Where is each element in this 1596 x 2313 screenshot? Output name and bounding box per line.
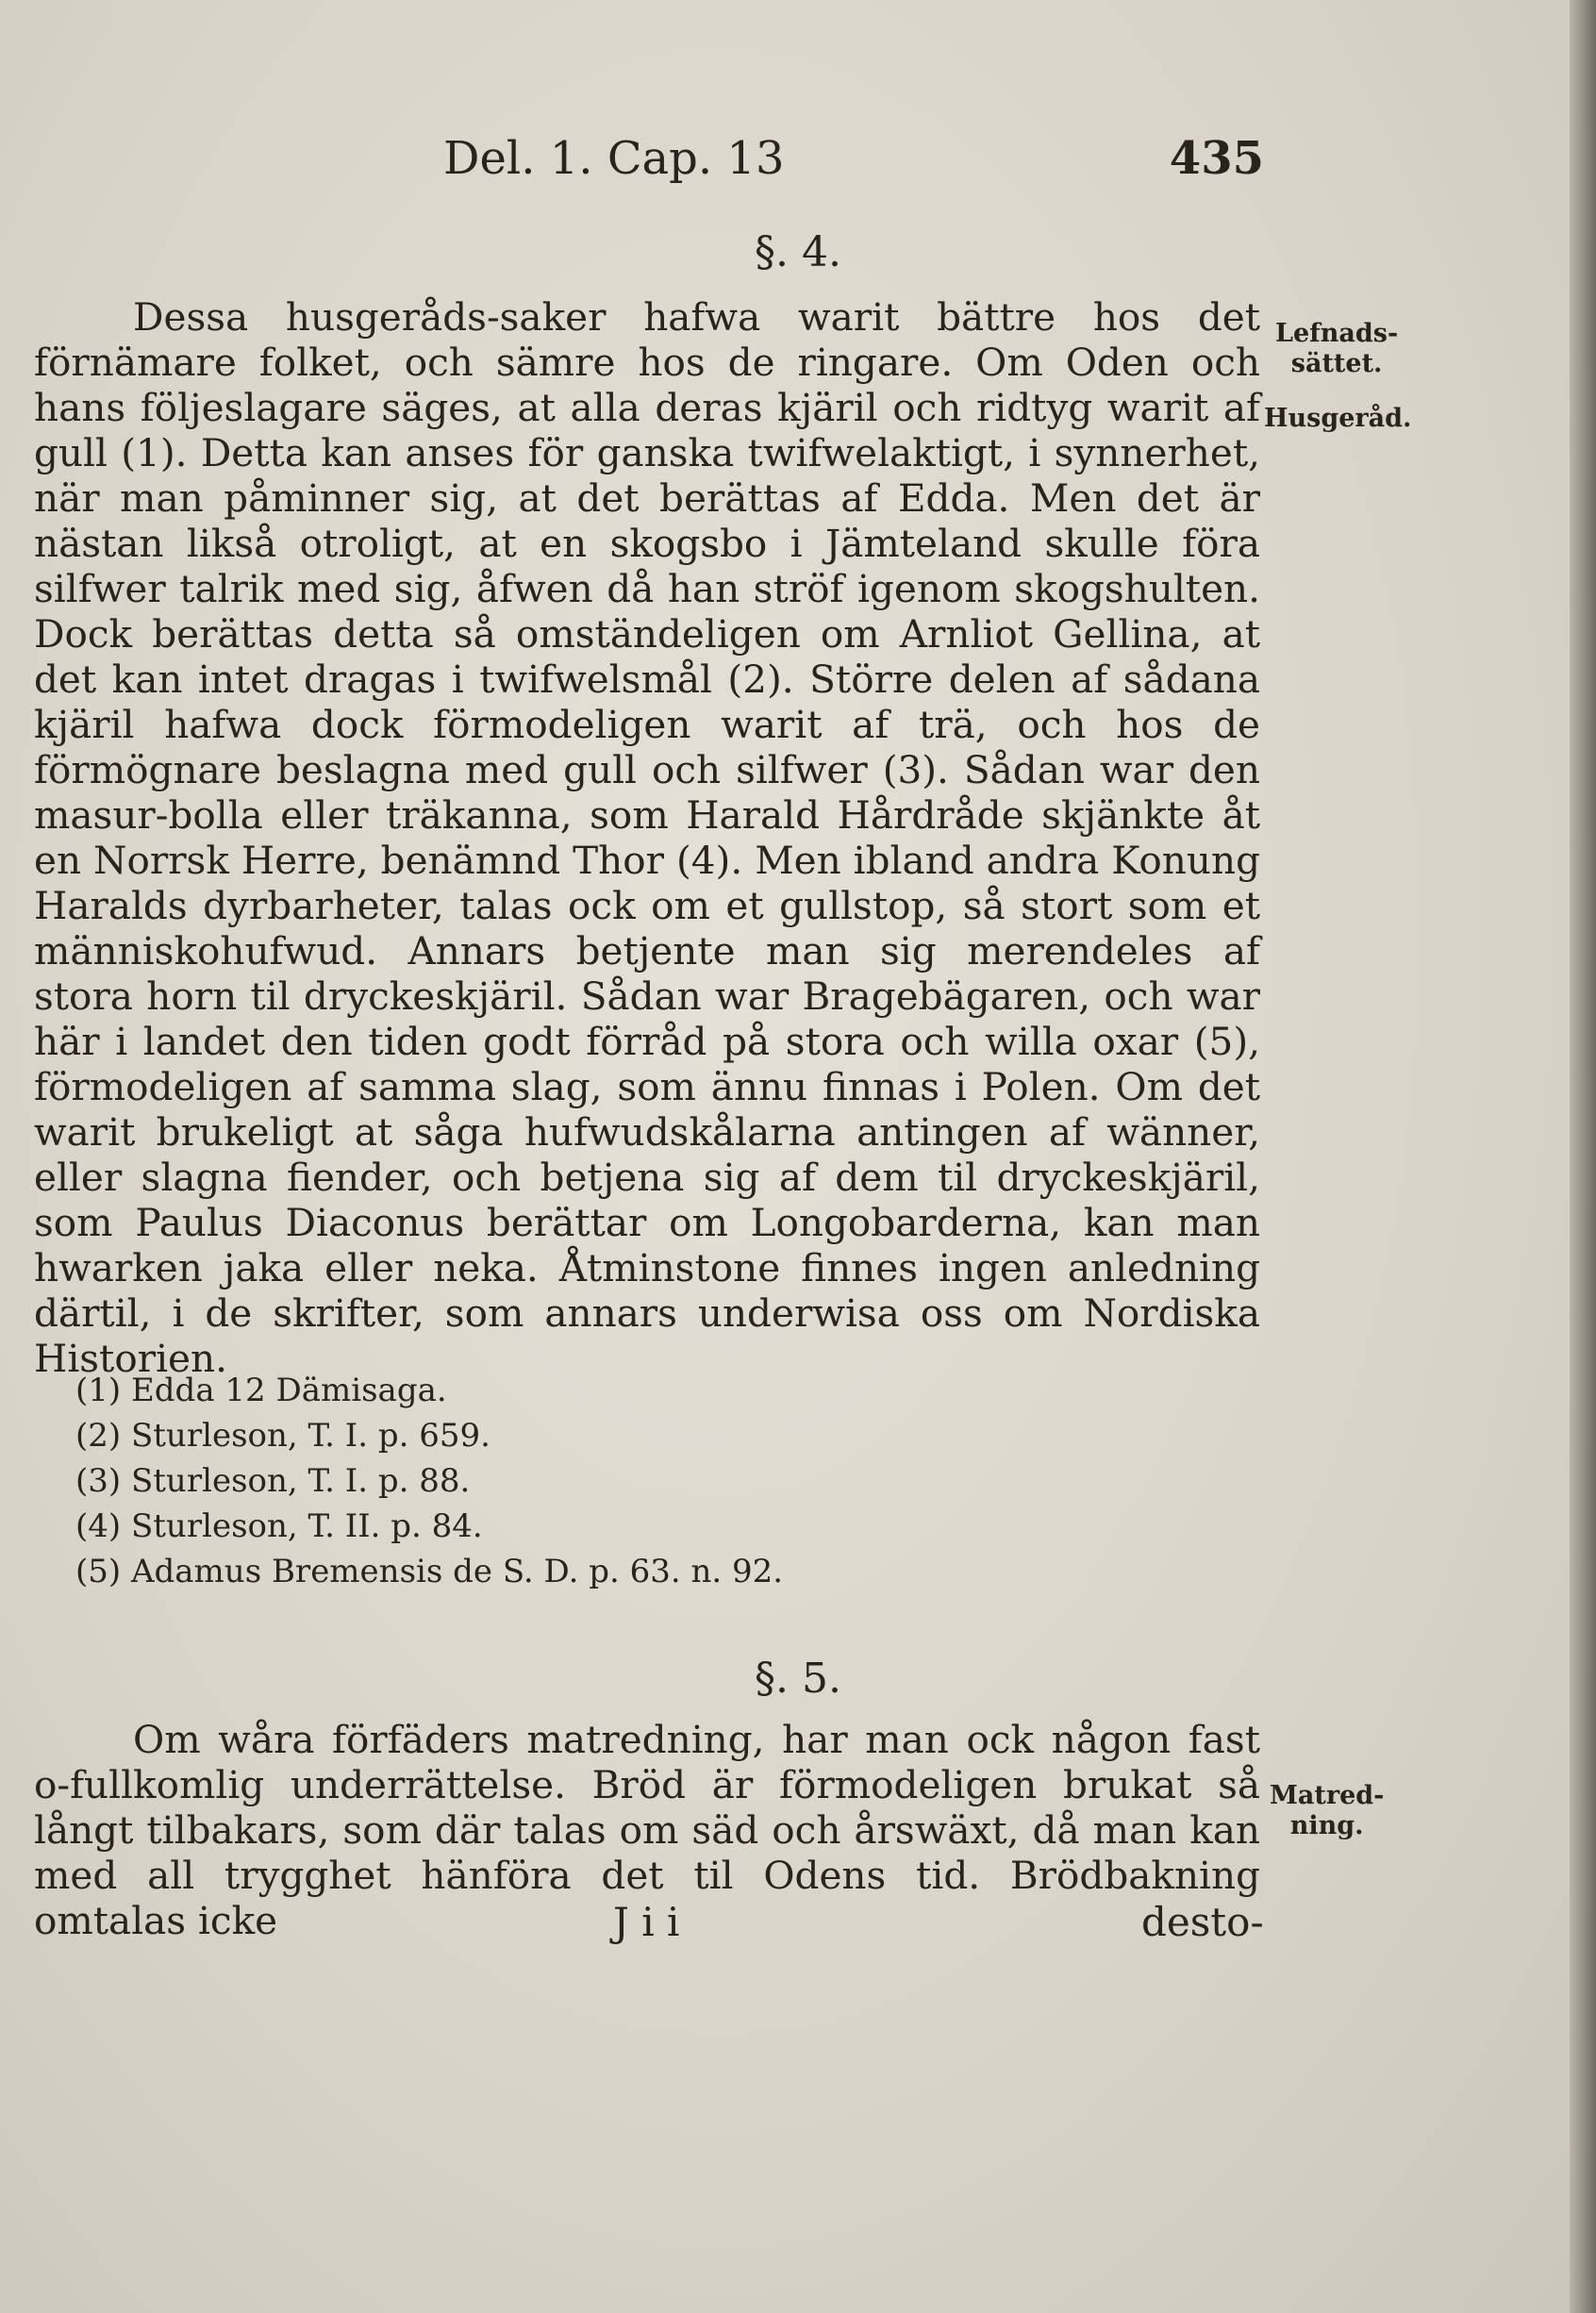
section-4-body xyxy=(34,294,1260,1381)
margin-note-husgerad xyxy=(1264,404,1411,434)
section-4-heading: §. 4. xyxy=(755,228,841,276)
margin-note-lefnadssattet xyxy=(1275,319,1398,379)
section-4-paragraph: Dessa husgeråds-saker hafwa warit bättre hos det förnämare folket, och sämre hos de ringare. Om Oden och hans följeslagare säges, at alla deras kjäril och ridtyg warit af gull (1). Detta kan anses för ganska twifwelaktigt, i synnerhet, när man påminner sig, at det berättas af Edda. Men det är nästan likså otroligt, at en skogsbo i Jämteland skulle föra silfwer talrik med sig, åfwen då han ströf igenom skogshulten. Dock berättas detta så omständeligen om Arnliot Gellina, at det kan intet dragas i twifwelsmål (2). Större delen af sådana kjäril hafwa dock förmodeligen warit af trä, och hos de förmögnare beslagna med gull och silfwer (3). Sådan war den masur-bolla eller träkanna, som Harald Hårdråde skjänkte åt en Norrsk Herre, benämnd Thor (4). Men ibland andra Konung Haralds dyrbarheter, talas ock om et gullstop, så stort som et människohufwud. Annars betjente man sig merendeles af stora horn til dryckeskjäril. Sådan war Bragebägaren, och war här i landet den tiden godt förråd på stora och willa oxar (5), förmodeligen af samma slag, som ännu finnas i Polen. Om det warit brukeligt at såga hufwudskålarna antingen af wänner, eller slagna fiender, och betjena sig af dem til dryckeskjäril, som Paulus Diaconus berättar om Longobarderna, kan man hwarken jaka eller neka. Åtminstone finnes ingen anledning därtil, i de skrifter, som annars underwisa oss om Nordiska Historien. xyxy=(34,294,1260,1381)
footnote-2: (2) Sturleson, T. I. p. 659. xyxy=(75,1417,490,1455)
catchword: desto- xyxy=(1141,1899,1264,1945)
signature-mark: J i i xyxy=(613,1899,680,1945)
page-number: 435 xyxy=(1169,132,1264,185)
margin-note-text: Matred- ning. xyxy=(1270,1781,1385,1840)
running-header xyxy=(443,130,1264,187)
footnote-4: (4) Sturleson, T. II. p. 84. xyxy=(75,1507,483,1545)
margin-note-text: Husgeråd. xyxy=(1264,404,1412,433)
footnote-3: (3) Sturleson, T. I. p. 88. xyxy=(75,1462,471,1500)
section-5-heading: §. 5. xyxy=(755,1655,841,1703)
margin-note-text: Lefnads- sättet. xyxy=(1275,319,1399,378)
footnote-5: (5) Adamus Bremensis de S. D. p. 63. n. 92. xyxy=(75,1553,784,1590)
header-chapter: Del. 1. Cap. 13 xyxy=(443,132,785,185)
footnote-1: (1) Edda 12 Dämisaga. xyxy=(75,1372,447,1409)
section-5-paragraph: Om wåra förfäders matredning, har man ock någon fast o-fullkomlig underrättelse. Bröd är förmodeligen brukat så långt tilbakars, som där talas om säd och årswäxt, då man kan med all trygghet hänföra det til Odens tid. Brödbakning omtalas icke xyxy=(34,1717,1260,1943)
footnotes xyxy=(75,1368,924,1594)
book-spine-edge xyxy=(1570,0,1596,2313)
margin-note-matredning xyxy=(1270,1781,1384,1841)
